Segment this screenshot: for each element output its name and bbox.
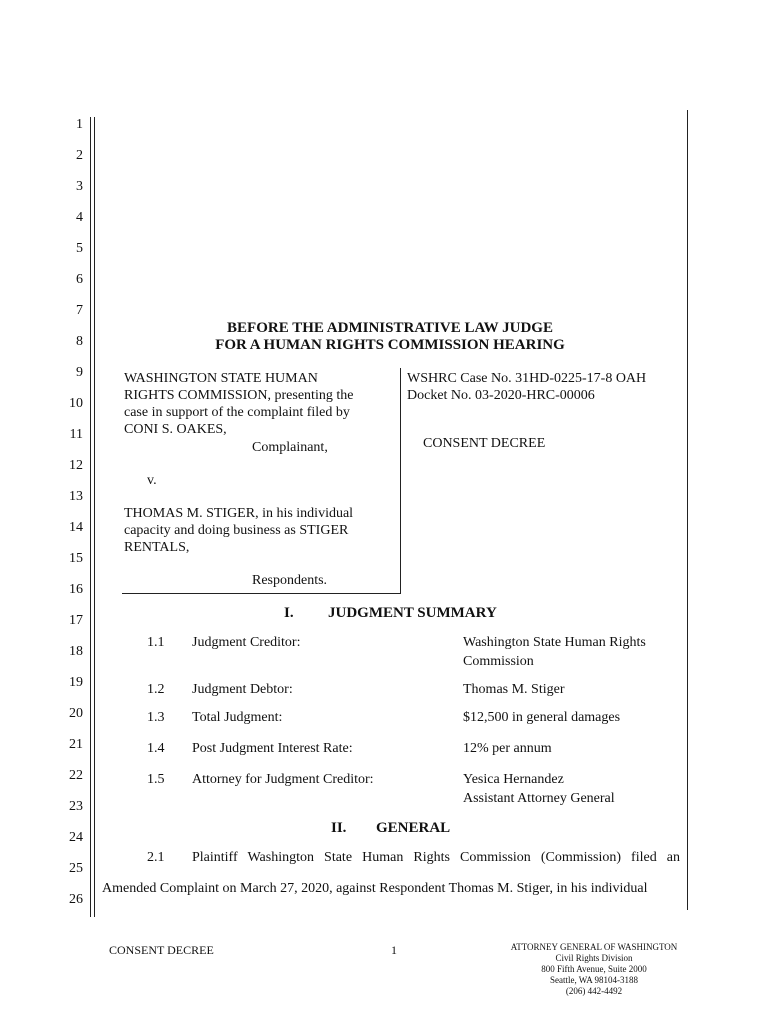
item-value — [463, 771, 615, 807]
line-number: 20 — [69, 706, 83, 721]
party-line: RENTALS, — [124, 540, 190, 555]
line-number: 9 — [76, 365, 83, 380]
respondent-block — [124, 505, 394, 556]
item-value: $12,500 in general damages — [463, 710, 621, 725]
party-line: THOMAS M. STIGER, in his individual — [124, 506, 354, 521]
item-label: Attorney for Judgment Creditor: — [192, 772, 374, 787]
item-value-line: Washington State Human Rights — [463, 635, 646, 650]
line-number: 6 — [76, 272, 83, 287]
item-number: 1.2 — [147, 682, 165, 697]
line-number: 7 — [76, 303, 83, 318]
caption-divider — [400, 368, 401, 594]
right-margin-rule — [687, 110, 688, 910]
item-number: 1.3 — [147, 710, 165, 725]
item-value-line: Assistant Attorney General — [463, 791, 615, 806]
line-number: 25 — [69, 861, 83, 876]
versus: v. — [147, 473, 157, 488]
line-number: 18 — [69, 644, 83, 659]
line-number: 1 — [76, 117, 83, 132]
page-number: 1 — [391, 943, 397, 957]
item-value: Thomas M. Stiger — [463, 682, 565, 697]
line-number: 24 — [69, 830, 83, 845]
line-number: 15 — [69, 551, 83, 566]
complainant-label: Complainant, — [252, 440, 328, 455]
item-number: 1.4 — [147, 741, 165, 756]
line-number: 2 — [76, 148, 83, 163]
section-2-number: II. — [331, 820, 347, 836]
party-line: CONI S. OAKES, — [124, 422, 227, 437]
docket-number: Docket No. 03-2020-HRC-00006 — [407, 388, 595, 403]
line-number: 16 — [69, 582, 83, 597]
respondents-label: Respondents. — [252, 573, 328, 588]
line-number: 11 — [69, 427, 83, 442]
line-number: 10 — [69, 396, 83, 411]
line-number: 12 — [69, 458, 83, 473]
item-value — [463, 634, 646, 670]
line-number: 21 — [69, 737, 83, 752]
line-number: 14 — [69, 520, 83, 535]
case-numbers — [407, 370, 646, 404]
item-label: Total Judgment: — [192, 710, 283, 725]
footer-office-block — [497, 942, 691, 997]
caption-parties — [124, 370, 394, 438]
party-line: capacity and doing business as STIGER — [124, 523, 349, 538]
line-number: 17 — [69, 613, 83, 628]
footer-document-title: CONSENT DECREE — [109, 943, 214, 957]
left-margin-rule-inner — [94, 117, 95, 917]
party-line: WASHINGTON STATE HUMAN — [124, 371, 318, 386]
line-number: 5 — [76, 241, 83, 256]
item-number: 1.1 — [147, 635, 165, 650]
item-label: Judgment Creditor: — [192, 635, 301, 650]
court-heading — [100, 320, 680, 354]
section-1-title: JUDGMENT SUMMARY — [328, 605, 497, 621]
item-value-line: Commission — [463, 654, 534, 669]
office-line: Seattle, WA 98104-3188 — [549, 975, 639, 985]
court-heading-line2: FOR A HUMAN RIGHTS COMMISSION HEARING — [215, 337, 565, 353]
paragraph-line: Amended Complaint on March 27, 2020, against Respondent Thomas M. Stiger, in his individual — [102, 881, 648, 896]
office-line: Civil Rights Division — [555, 953, 633, 963]
line-number: 13 — [69, 489, 83, 504]
line-number: 22 — [69, 768, 83, 783]
paragraph-number: 2.1 — [147, 850, 165, 865]
item-value-line: Yesica Hernandez — [463, 772, 564, 787]
line-number: 26 — [69, 892, 83, 907]
court-heading-line1: BEFORE THE ADMINISTRATIVE LAW JUDGE — [227, 320, 553, 336]
caption-bottom-rule — [122, 593, 401, 594]
line-number: 3 — [76, 179, 83, 194]
left-margin-rule — [90, 117, 91, 917]
line-number: 4 — [76, 210, 83, 225]
item-value: 12% per annum — [463, 741, 552, 756]
office-line: ATTORNEY GENERAL OF WASHINGTON — [510, 942, 678, 952]
item-label: Judgment Debtor: — [192, 682, 293, 697]
document-title: CONSENT DECREE — [423, 436, 546, 451]
office-line: (206) 442-4492 — [565, 986, 623, 996]
section-1-number: I. — [284, 605, 294, 621]
item-number: 1.5 — [147, 772, 165, 787]
office-line: 800 Fifth Avenue, Suite 2000 — [541, 964, 647, 974]
line-number: 23 — [69, 799, 83, 814]
case-number: WSHRC Case No. 31HD-0225-17-8 OAH — [407, 371, 647, 386]
line-number: 19 — [69, 675, 83, 690]
section-2-title: GENERAL — [376, 820, 451, 836]
item-label: Post Judgment Interest Rate: — [192, 741, 353, 756]
paragraph-line: Plaintiff Washington State Human Rights Commission (Commission) filed an — [192, 850, 680, 865]
party-line: RIGHTS COMMISSION, presenting the — [124, 388, 354, 403]
party-line: case in support of the complaint filed by — [124, 405, 350, 420]
line-number: 8 — [76, 334, 83, 349]
